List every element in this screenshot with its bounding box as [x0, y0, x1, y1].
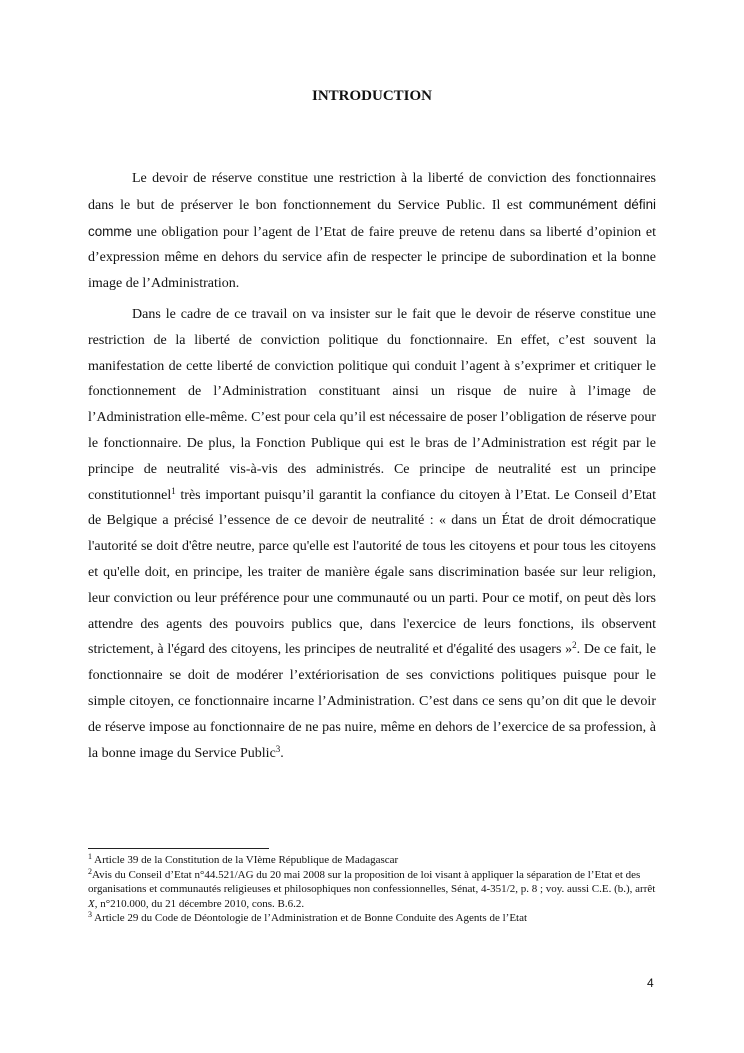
paragraph-2: [88, 302, 656, 766]
footnote-2: [88, 868, 656, 912]
footnote-1-number: 1: [88, 852, 92, 861]
footnote-3-text: Article 29 du Code de Déontologie de l’Administration et de Bonne Conduite des Agents de l’Etat: [92, 912, 528, 925]
paragraph-2-text-b: très important puisqu’il garantit la confiance du citoyen à l’Etat.: [175, 487, 555, 503]
page-number: 4: [647, 976, 654, 990]
footnote-3: [88, 911, 656, 926]
footnote-2-text-end: , n°210.000, du 21 décembre 2010, cons. B.6.2.: [94, 897, 305, 910]
footnote-1: [88, 853, 656, 868]
paragraph-2-text-e: .: [280, 745, 284, 761]
footnotes: [88, 853, 656, 926]
paragraph-1: [88, 166, 656, 297]
page-title: INTRODUCTION: [311, 88, 432, 104]
footnote-ref-2[interactable]: 2: [572, 640, 577, 651]
footnote-ref-1[interactable]: 1: [171, 485, 176, 496]
footnote-3-number: 3: [88, 910, 92, 920]
body-text: [88, 166, 656, 771]
paragraph-1-text-a: Le devoir de réserve constitue une restriction à la liberté de conviction des fonctionnaires dans le but de préserver le bon fonctionnement du Service Public. Il est: [88, 171, 656, 213]
footnote-2-number: 2: [88, 866, 92, 876]
footnote-2-italic: X: [88, 897, 95, 910]
footnote-separator: [88, 848, 269, 849]
footnote-2-text: Avis du Conseil d’Etat n°44.521/AG du 20 mai 2008 sur la proposition de loi visant à appliquer la séparation de l’Etat et des organisations et communautés religieuses et philosophiques non confessionnelles, Sénat, 4-351/2, p. 8 ; voy. aussi C.E. (b.), arrêt: [88, 868, 656, 896]
footnote-1-text: Article 39 de la Constitution de la VIème République de Madagascar: [92, 854, 399, 866]
paragraph-1-text-c: une obligation pour l’agent de l’Etat de faire preuve de retenu dans sa liberté d’opinion et d’expression même en dehors du service afin de respecter le principe de subordination et la bonne image de l’Administration.: [88, 224, 656, 292]
footnote-ref-3[interactable]: 3: [275, 743, 281, 754]
paragraph-2-quote: Le Conseil d’Etat de Belgique a précisé l’essence de ce devoir de neutralité : « dans un État de droit démocratique l'autorité se doit d'être neutre, parce qu'elle est l'autorité de tous les citoyens et pour tous les citoyens et qu'elle doit, en principe, les traiter de manière égale sans discrimination basée sur leur religion, leur conviction ou leur préférence pour une communauté ou un parti. Pour ce motif, on peut dès lors attendre des agents des pouvoirs publics que, dans l'exercice de leurs fonctions, ils observent strictement, à l'égard des citoyens, les principes de neutralité et d'égalité des usagers »: [88, 487, 656, 658]
paragraph-2-text-d: . De ce fait, le fonctionnaire se doit de modérer l’extériorisation de ses convictions politiques puisque pour le simple citoyen, ce fonctionnaire incarne l’Administration. C’est dans ce sens qu’on dit que le devoir de réserve impose au fonctionnaire de ne pas nuire, même en dehors de l’exercice de sa profession, à la bonne image du Service Public: [88, 642, 656, 761]
paragraph-2-text-a: Dans le cadre de ce travail on va insister sur le fait que le devoir de réserve constitue une restriction de la liberté de conviction politique du fonctionnaire. En effet, c’est souvent la manifestation de cette liberté de conviction politique qui conduit l’agent à s’exprimer et critiquer le fonctionnement de l’Administration constituant ainsi un risque de nuire à l’image de l’Administration elle-même. C’est pour cela qu’il est nécessaire de poser l’obligation de réserve pour le fonctionnaire. De plus, la Fonction Publique qui est le bras de l’Administration est régit par le principe de neutralité vis-à-vis des administrés. Ce principe de neutralité est un principe constitutionnel: [88, 306, 656, 503]
paragraph-1-text-b: communément défini comme: [88, 196, 656, 239]
